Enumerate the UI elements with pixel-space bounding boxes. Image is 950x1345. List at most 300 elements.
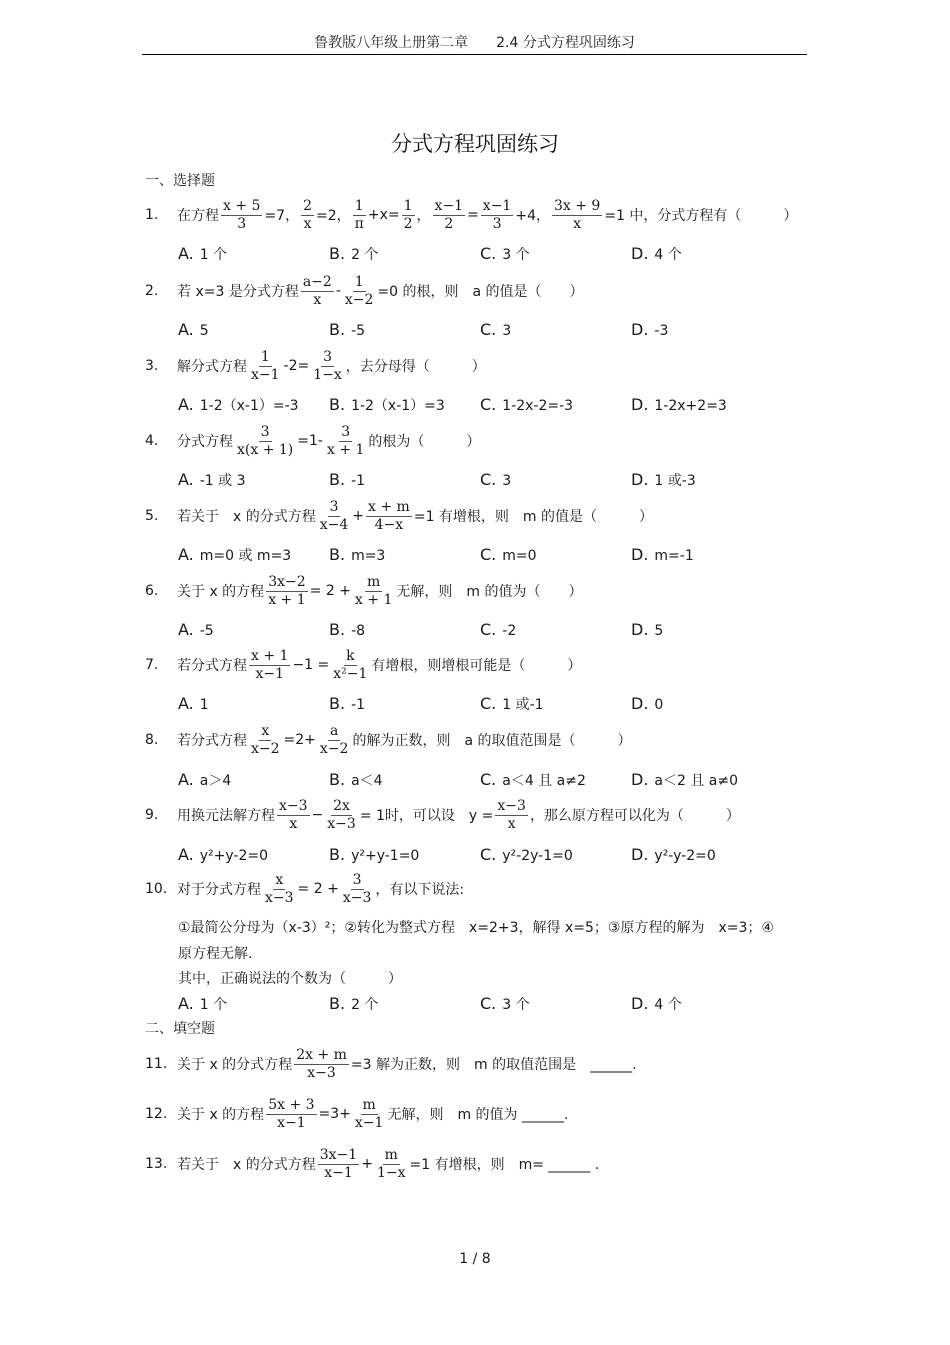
denominator: π [354,215,364,232]
option-text: 2 个 [351,997,379,1013]
option-b[interactable] [329,395,480,415]
option-letter: B. [329,545,346,564]
option-b[interactable] [329,845,480,864]
option-letter: D. [631,620,649,639]
option-letter: B. [329,244,346,263]
fraction [353,1097,386,1132]
denominator: x−1 [324,1164,353,1181]
question-text: =1 有增根，则 m= ______ . [409,1157,600,1173]
denominator: x−1 [255,665,284,682]
option-text: 3 个 [502,997,530,1013]
option-b[interactable] [329,620,480,639]
question-text: 有增根，则增根可能是（ ） [371,658,582,674]
option-text: 4 个 [654,997,682,1013]
fraction [341,872,374,907]
option-text: y²-y-2=0 [654,848,716,864]
question-text: 若分式方程 [177,733,247,749]
numerator: 3x−1 [319,1146,358,1163]
numerator: m [362,1096,376,1113]
question-text: 若关于 x 的分式方程 [177,509,316,525]
question-text: =2+ [283,732,316,748]
fraction [325,798,358,833]
option-text: a＜2 且 a≠0 [654,773,739,789]
question-text: 关于 x 的分式方程 [177,1057,293,1073]
option-letter: C. [480,694,497,713]
option-text: 1-2x-2=-3 [502,398,574,414]
option-text: 1 个 [199,997,228,1013]
option-letter: C. [480,244,497,263]
options-5 [178,545,782,565]
question-number: 7. [145,657,159,673]
option-text: y²+y-2=0 [199,848,269,864]
option-text: 5 [199,323,209,339]
option-text: 3 [502,323,512,339]
question-text: 无解，则 m 的值为 ______. [387,1107,569,1123]
numerator: x−3 [279,797,308,814]
option-letter: A. [178,395,194,414]
denominator: x−3 [265,889,294,906]
options-1 [178,244,782,264]
question-number: 13. [145,1156,168,1172]
option-a[interactable] [178,694,329,714]
option-text: a＞4 [199,773,232,789]
option-letter: B. [329,395,346,414]
option-letter: C. [480,470,497,489]
question-text: +4， [515,208,550,224]
option-text: -3 [654,323,669,339]
numerator: m [367,573,381,590]
question-text: + [361,1156,373,1172]
option-text: y²+y-1=0 [351,848,420,864]
fraction [266,574,307,609]
numerator: x−3 [497,797,526,814]
question-text: 的根为（ ） [368,434,481,450]
numerator: 2x [333,797,350,814]
question-text: = [467,207,479,223]
numerator: x + 5 [223,197,261,214]
denominator: x [289,815,298,832]
denominator: x [573,215,582,232]
option-letter: B. [329,994,346,1013]
numerator: x + 1 [251,647,289,664]
question-5 [145,498,654,533]
options-6 [178,620,782,639]
numerator: 3 [329,498,339,515]
option-c[interactable] [480,545,631,565]
question-text: ，去分母得（ ） [345,359,486,375]
option-letter: D. [631,320,649,339]
numerator: 1 [354,273,364,290]
option-text: 3 [502,473,512,489]
option-letter: D. [631,770,649,789]
option-b[interactable] [329,994,480,1014]
option-b[interactable] [329,244,480,264]
numerator: 3 [260,423,270,440]
option-text: 1-2x+2=3 [654,398,727,414]
option-d[interactable] [631,395,782,415]
option-text: -1 [351,473,366,489]
numerator: 3 [341,423,351,440]
question-number: 5. [145,508,159,524]
option-text: -2 [502,623,517,639]
option-text: 1 或-3 [654,473,696,489]
option-a[interactable] [178,244,329,264]
question-number: 11. [145,1056,168,1072]
option-letter: B. [329,770,346,789]
numerator: x−1 [482,197,512,214]
option-text: 1 [199,697,209,713]
option-letter: C. [480,545,497,564]
question-text: =1- [297,433,323,449]
option-d[interactable] [631,545,782,565]
question-number: 3. [145,358,159,374]
question-text: − [311,807,324,823]
question-text: ， [416,208,431,224]
fraction [294,1047,349,1082]
fraction [249,723,282,758]
question-6 [145,573,583,608]
option-c[interactable] [480,244,631,264]
fraction [263,872,296,907]
denominator: x [313,291,322,308]
fraction [433,198,466,233]
option-a[interactable] [178,545,329,565]
question-9 [145,797,740,832]
numerator: 5x + 3 [268,1096,315,1113]
denominator: x−2 [251,740,280,757]
fraction [221,198,262,233]
denominator: x + 1 [326,441,365,458]
fraction [495,798,528,833]
question-text: 在方程 [177,208,219,224]
option-d[interactable] [631,244,782,264]
option-text: a＜4 [351,773,383,789]
question-10-statements-cont: 原方程无解. [178,946,253,962]
numerator: 1 [354,197,364,214]
numerator: a [330,722,339,739]
question-text: + [352,508,365,524]
denominator: x−3 [307,1064,336,1081]
question-3 [145,348,486,383]
option-letter: D. [631,395,649,414]
question-number: 8. [145,732,159,748]
fraction [353,198,366,233]
option-text: 2 个 [351,247,379,263]
option-a[interactable] [178,470,329,490]
option-a[interactable] [178,620,329,639]
option-text: -5 [351,323,366,339]
option-letter: C. [480,320,497,339]
option-letter: D. [631,244,649,263]
option-text: m=3 [351,548,386,564]
question-text: 关于 x 的方程 [177,584,265,600]
option-letter: A. [178,620,194,639]
denominator: x [303,215,312,232]
option-text: y²-2y-1=0 [502,848,573,864]
numerator: 3x + 9 [553,197,601,214]
fraction [249,648,290,683]
denominator: 2 [444,215,454,232]
fraction [311,349,344,384]
numerator: x [275,871,284,888]
option-letter: A. [178,994,194,1013]
options-4 [178,470,782,490]
fraction [249,349,282,384]
question-text: 解分式方程 [177,359,247,375]
option-text: 1 个 [199,247,228,263]
option-text: a＜4 且 a≠2 [502,773,586,789]
fraction [366,499,412,534]
question-number: 2. [145,283,159,299]
question-text: 若 x=3 是分式方程 [177,284,299,300]
section-heading-choice: 一、选择题 [145,173,215,189]
question-10-statements: ①最简公分母为（x-3）²；②转化为整式方程 x=2+3，解得 x=5；③原方程的解为 x=3；④ [178,920,774,936]
option-letter: B. [329,845,346,864]
fraction [481,198,514,233]
option-letter: A. [178,320,194,339]
question-10 [145,871,465,906]
question-10-prompt: 其中，正确说法的个数为（ ） [178,971,402,987]
option-a[interactable] [178,845,329,864]
question-text: 无解，则 m 的值为（ ） [396,584,583,600]
numerator: 3 [352,871,362,888]
option-c[interactable] [480,470,631,490]
question-11 [145,1046,637,1081]
option-text: 1 或-1 [502,697,544,713]
option-letter: A. [178,470,194,489]
fraction [266,1097,316,1132]
option-a[interactable] [178,320,329,339]
question-4 [145,423,481,458]
options-9 [178,845,782,864]
option-c[interactable] [480,770,631,790]
question-text: = 1时，可以设 y = [359,808,494,824]
option-letter: D. [631,994,649,1013]
fraction [301,198,314,233]
question-number: 9. [145,807,159,823]
denominator: x−4 [319,516,349,533]
question-text: = 2 + [297,881,339,897]
question-text: -2= [283,358,310,374]
denominator: x−2 [319,740,349,757]
question-text: 对于分式方程 [177,882,261,898]
question-text: 关于 x 的方程 [177,1107,265,1123]
option-text: 5 [654,623,664,639]
option-text: m=0 或 m=3 [199,548,292,564]
numerator: k [346,647,355,664]
question-12 [145,1096,569,1131]
option-letter: B. [329,470,346,489]
question-text: ，那么原方程可以化为（ ） [529,808,740,824]
option-c[interactable] [480,994,631,1014]
question-text: =1 有增根，则 m 的值是（ ） [413,509,654,525]
question-number: 4. [145,433,159,449]
question-1 [145,197,798,232]
fraction [402,198,415,233]
question-text: 若分式方程 [177,658,247,674]
denominator: x−1 [251,366,280,383]
question-text: =3+ [318,1106,351,1122]
denominator: 2 [403,215,413,232]
option-d[interactable] [631,620,782,639]
option-letter: A. [178,244,194,263]
option-b[interactable] [329,545,480,565]
options-8 [178,770,782,790]
option-c[interactable] [480,845,631,864]
option-text: 4 个 [654,247,682,263]
option-letter: A. [178,845,194,864]
option-text: -5 [199,623,214,639]
question-text: = 2 + [309,583,351,599]
fraction [235,424,295,459]
question-text: 分式方程 [177,434,233,450]
options-3 [178,395,782,415]
option-b[interactable] [329,770,480,790]
numerator: 2x + m [296,1046,347,1063]
denominator: x + 1 [268,591,306,608]
question-number: 10. [145,881,168,897]
denominator: x−1 [277,1114,306,1131]
denominator: x²−1 [333,665,368,682]
question-text: =7， [264,208,300,224]
question-7 [145,647,582,682]
option-text: m=-1 [654,548,694,564]
option-text: 0 [654,697,664,713]
question-text: 的解为正数，则 a 的取值范围是（ ） [352,733,632,749]
denominator: x−1 [354,1114,384,1131]
option-c[interactable] [480,694,631,714]
option-letter: C. [480,620,497,639]
fraction [301,274,334,309]
question-text: =0 的根，则 a 的值是（ ） [377,284,584,300]
denominator: x(x + 1) [237,441,294,458]
numerator: 3x−2 [268,573,306,590]
fraction [318,499,351,534]
fraction [375,1147,408,1182]
options-10 [178,994,782,1014]
option-d[interactable] [631,320,782,339]
option-c[interactable] [480,395,631,415]
header-rule [142,54,807,55]
question-text: ，有以下说法: [375,882,465,898]
denominator: 1−x [376,1164,406,1181]
option-d[interactable] [631,994,782,1014]
page-number: 1 / 8 [459,1251,491,1267]
question-text: =3 解为正数，则 m 的取值范围是 ______. [350,1057,637,1073]
option-letter: D. [631,845,649,864]
numerator: 3 [323,348,332,365]
option-a[interactable] [178,395,329,415]
numerator: x + m [368,498,410,515]
fraction [277,798,310,833]
denominator: 1−x [313,366,342,383]
denominator: x−3 [342,889,372,906]
option-b[interactable] [329,320,480,339]
question-number: 12. [145,1106,168,1122]
option-b[interactable] [329,470,480,490]
numerator: 1 [260,348,270,365]
option-text: -1 或 3 [199,473,246,489]
question-number: 1. [145,207,159,223]
numerator: 1 [403,197,413,214]
option-letter: D. [631,694,649,713]
fraction [331,648,369,683]
option-letter: B. [329,320,346,339]
option-c[interactable] [480,620,631,639]
option-letter: D. [631,545,649,564]
option-letter: A. [178,545,194,564]
page-title: 分式方程巩固练习 [391,132,559,156]
section-heading-fill: 二、填空题 [145,1021,215,1037]
fraction [318,1147,359,1182]
question-8 [145,722,632,757]
option-text: 3 个 [502,247,530,263]
question-text: −1 = [292,657,330,673]
fraction [325,424,366,459]
fraction [353,574,394,609]
option-letter: C. [480,994,497,1013]
fraction [318,723,351,758]
option-text: -8 [351,623,366,639]
denominator: x + 1 [354,591,393,608]
option-a[interactable] [178,994,329,1014]
question-number: 6. [145,583,159,599]
numerator: a−2 [302,273,332,290]
option-c[interactable] [480,320,631,339]
option-letter: B. [329,694,346,713]
option-letter: A. [178,770,194,789]
question-text: 若关于 x 的分式方程 [177,1157,316,1173]
numerator: m [384,1146,398,1163]
option-b[interactable] [329,694,480,714]
denominator: x [507,815,516,832]
denominator: x−3 [327,815,356,832]
options-7 [178,694,782,714]
option-text: 1-2（x-1）=3 [351,398,445,414]
numerator: x−1 [434,197,464,214]
denominator: 3 [237,215,247,232]
numerator: 2 [303,197,312,214]
option-letter: D. [631,470,649,489]
options-2 [178,320,782,339]
question-2 [145,273,584,308]
page-header: 鲁教版八年级上册第二章 2.4 分式方程巩固练习 [314,35,635,51]
option-a[interactable] [178,770,329,790]
numerator: x [261,722,270,739]
option-letter: C. [480,845,497,864]
option-letter: A. [178,694,194,713]
option-letter: C. [480,770,497,789]
option-d[interactable] [631,470,782,490]
option-text: -1 [351,697,366,713]
option-letter: C. [480,395,497,414]
question-text: +x= [367,207,400,223]
denominator: x−2 [344,291,374,308]
option-d[interactable] [631,845,782,864]
option-d[interactable] [631,694,782,714]
option-letter: B. [329,620,346,639]
question-13 [145,1146,600,1181]
option-text: m=0 [502,548,537,564]
option-d[interactable] [631,770,782,790]
question-text: - [335,283,341,299]
option-text: 1-2（x-1）=-3 [199,398,299,414]
question-text: =1 中，分式方程有（ ） [604,208,798,224]
denominator: 4−x [374,516,404,533]
question-text: =2， [316,208,351,224]
question-text: 用换元法解方程 [177,808,275,824]
denominator: 3 [492,215,502,232]
